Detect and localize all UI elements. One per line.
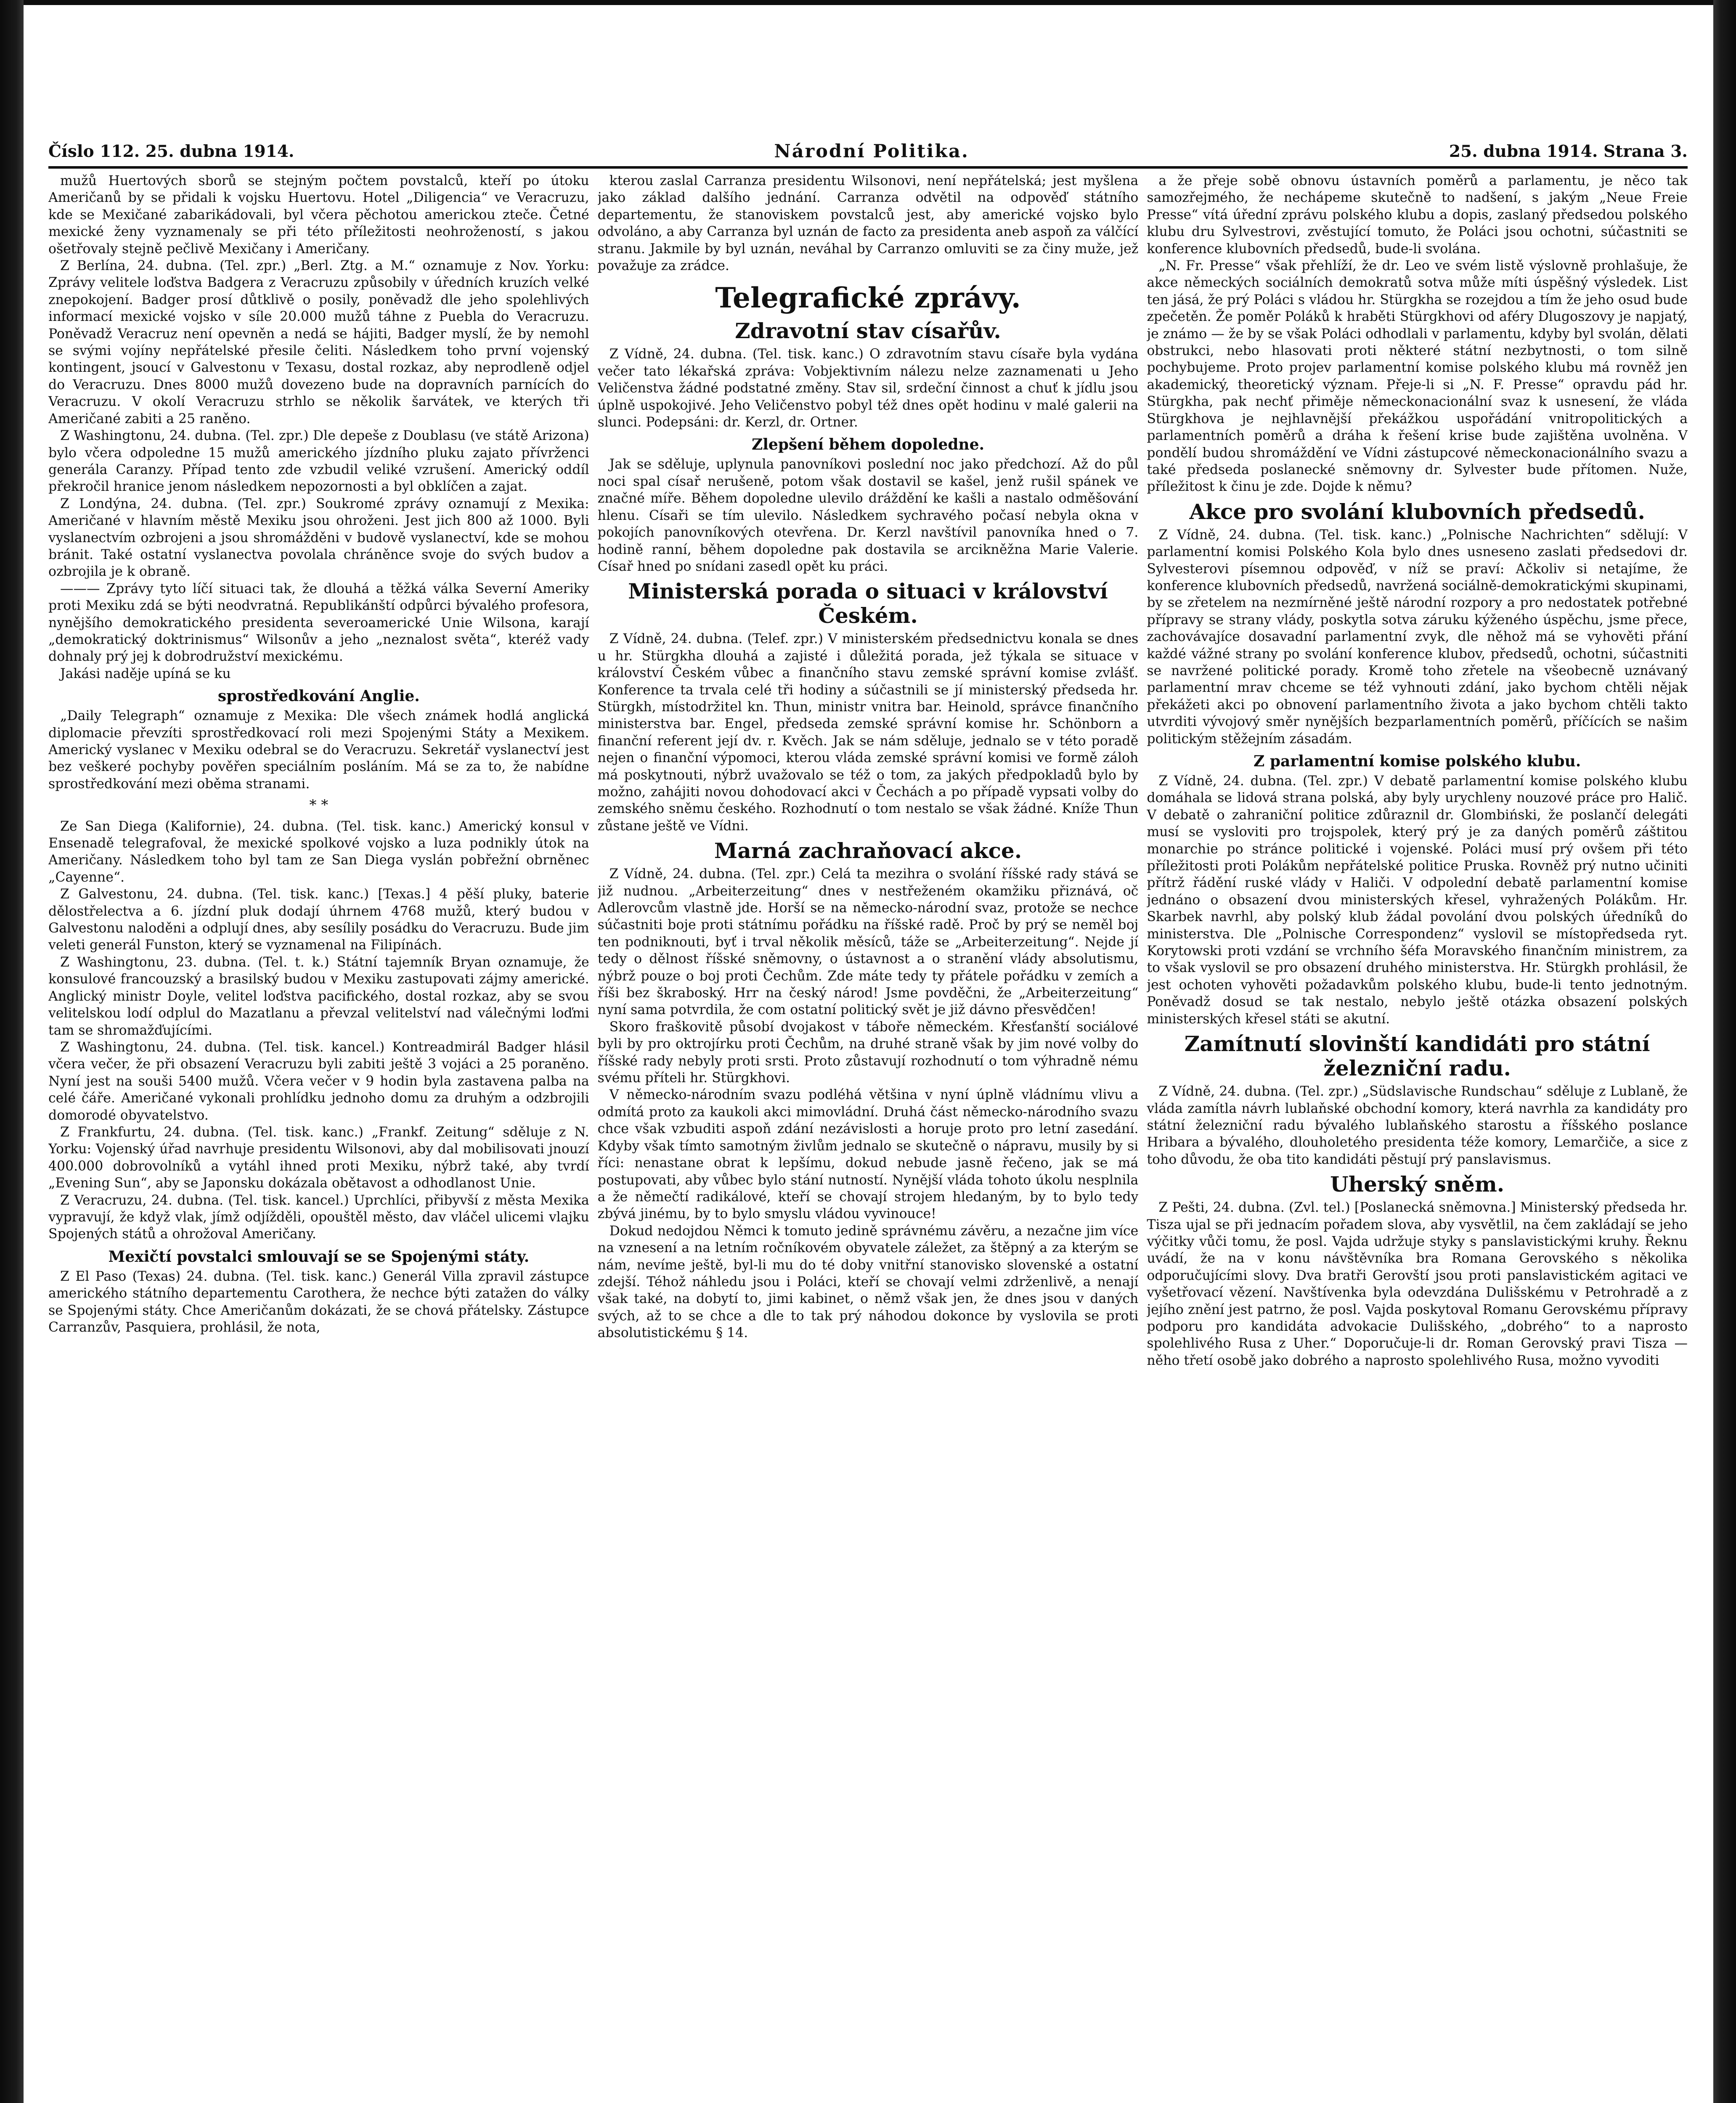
article-paragraph: a že přeje sobě obnovu ústavních poměrů a parlamentu, je něco tak samozřejmého, že nechápeme skutečně to nadšení, s jakým „Neue Freie Presse“ vítá úřední zprávu polského klubu a dopis, zaslaný předsedou polského klubu dru Sylvestrovi, zvěstující tomuto, že Poláci jsou ochotni, súčastniti se konference klubovních předsedů, bude-li svolána.	[1147, 173, 1688, 257]
article-paragraph: Z Vídně, 24. dubna. (Telef. zpr.) V ministerském předsednictvu konala se dnes u hr. Stürgkha dlouhá a zajisté i důležitá porada, jež týkala se situace v království Českém vůbec a finančního stavu zemské správní komise zvlášť. Konference ta trvala celé tři hodiny a súčastnili se jí ministerský předseda hr. Stürgkh, místodržitel kn. Thun, ministr vnitra bar. Heinold, správce finančního ministerstva bar. Engel, předseda zemské správní komise hr. Schönborn a finanční referent její dv. r. Kvěch. Jak se nám sděluje, jednalo se v této poradě nejen o finanční výpomoci, kterou vláda zemské správní komisi ve formě záloh má poskytnouti, nýbrž uvažovalo se též o tom, za jakých předpokladů bylo by možno, zahájiti novou dohodovací akci v Čechách a po případě vypsati volby do zemského sněmu českého. Rozhodnutí o tom nestalo se však žádné. Kníže Thun zůstane ještě ve Vídni.	[597, 631, 1139, 834]
article-paragraph: Z Pešti, 24. dubna. (Zvl. tel.) [Poslanecká sněmovna.] Ministerský předseda hr. Tisza ujal se při jednacím pořadem slova, aby vysvětlil, na čem zakládají se jeho výčitky vůči tomu, že posl. Vajda udržuje styky s panslavistickými kruhy. Řeknu uvádí, že na v konu návštěvníka bra Romana Gerovského s několika odporučujícími slovy. Dva bratři Gerovští jsou proti panslavistickém agitaci ve vyšetřovací vězení. Navštívenka byla odevzdána Dulišskému v Petrohradě a z jejího znění jest patrno, že posl. Vajda poskytoval Romanu Gerovskému přípravy podporu pro kandidáta advokacie Dulišského, „dobrého“ to a naprosto spolehlivého Rusa z Uher.“ Doporučuje-li dr. Roman Gerovský pravi Tisza — něho třetí osobě jako dobrého a naprosto spolehlivého Rusa, možno vyvoditi	[1147, 1200, 1688, 1368]
article-paragraph: Skoro fraškovitě působí dvojakost v táboře německém. Křesťanští sociálové byli by pro oktrojírku proti Čechům, na druhé straně však by jim nové volby do říšské rady nebyly proti srsti. Proto zůstavují rozhodnutí o tom výhradně nému svému příteli hr. Stürgkhovi.	[597, 1019, 1139, 1086]
article-subheadline: Z parlamentní komise polského klubu.	[1254, 752, 1581, 770]
article-paragraph: Z Washingtonu, 24. dubna. (Tel. zpr.) Dle depeše z Doublasu (ve státě Arizona) bylo včera odpoledne 15 mužů amerického jízdního pluku zajato přívrženci generála Caranzy. Případ tento zde vzbudil veliké vzrušení. Americký oddíl překročil hranice jenom následkem nepozornosti a byl obklíčen a zajat.	[48, 428, 589, 495]
article-headline: Akce pro svolání klubovních předsedů.	[1189, 499, 1645, 524]
header-rule	[48, 166, 1688, 169]
article-subheadline: sprostředkování Anglie.	[217, 687, 420, 705]
header-page-number: 25. dubna 1914. Strana 3.	[1449, 142, 1688, 161]
article-paragraph: Ze San Diega (Kalifornie), 24. dubna. (Tel. tisk. kanc.) Americký konsul v Ensenadě telegrafoval, že mexické spolkové vojsko a luza podnikly útok na Američany. Následkem toho byl tam ze San Diega vyslán pobřežní obrněnec „Cayenne“.	[48, 818, 589, 885]
scan-edge-left	[0, 0, 24, 2103]
article-paragraph: Z Berlína, 24. dubna. (Tel. zpr.) „Berl. Ztg. a M.“ oznamuje z Nov. Yorku: Zprávy velitele loďstva Badgera z Veracruzu způsobily v úředních kruzích velké znepokojení. Badger prosí důtklivě o posily, poněvadž dle jeho spolehlivých informací mexické vojsko v síle 20.000 mužů táhne z Puebla do Veracruzu. Poněvadž Veracruz není opevněn a nedá se hájiti, Badger myslí, že by nemohl se svými vojíny nepřátelské přesile čeliti. Následkem toho první vojenský kontingent, jsoucí v Galvestonu v Texasu, dostal rozkaz, aby neprodleně odjel do Veracruzu. Dnes 8000 mužů dovezeno bude na dopravních parnících do Veracruzu. V okolí Veracruzu strhlo se několik šarvátek, ve kterých tři Američané zabiti a 25 raněno.	[48, 258, 589, 426]
article-paragraph: mužů Huertových sborů se stejným počtem povstalců, kteří po útoku Američanů by se přidali k vojsku Huertovu. Hotel „Diligencia“ ve Veracruzu, kde se Mexičané zabarikádovali, byl včera pěchotou americkou zteče. Četné mexické ženy vyznamenaly se při této příležitosti neohrožeností, s jakou ošetřovaly stejně pečlivě Mexičany i Američany.	[48, 173, 589, 257]
article-headline: Ministerská porada o situaci v království Českém.	[628, 579, 1108, 628]
article-paragraph: kterou zaslal Carranza presidentu Wilsonovi, není nepřátelská; jest myšlena jako základ dalšího jednání. Carranza odvětil na odpověď státního departementu, že stanoviskem povstalců jest, aby americké vojsko bylo odvoláno, a aby Carranza byl uznán de facto za presidenta aneb aspoň za válčící stranu. Jakmile by byl uznán, neváhal by Carranzo omluviti se za činy muže, jež považuje za zrádce.	[597, 173, 1139, 274]
article-paragraph: Z Vídně, 24. dubna. (Tel. tisk. kanc.) O zdravotním stavu císaře byla vydána večer tato lékařská zpráva: Vobjektivním nálezu nelze zaznamenati u Jeho Veličenstva žádné podstatné změny. Stav sil, srdeční činnost a chuť k jídlu jsou úplně uspokojivé. Jeho Veličenstvo pobyl též dnes opět hodinu v malé galerii na slunci. Podepsáni: dr. Kerzl, dr. Ortner.	[597, 347, 1139, 430]
article-paragraph: Z Londýna, 24. dubna. (Tel. zpr.) Soukromé zprávy oznamují z Mexika: Američané v hlavním městě Mexiku jsou ohroženi. Jest jich 800 až 1000. Byli vyslanectvím ozbrojeni a jsou shromážděni v budově vyslanectví, kde se mohou bránit. Také ostatní vyslanectva povolala chráněnce svoje do svých budov a ozbrojila je k obraně.	[48, 496, 589, 580]
header-issue-date: Číslo 112. 25. dubna 1914.	[48, 142, 294, 161]
article-paragraph: „N. Fr. Presse“ však přehlíží, že dr. Leo ve svém listě výslovně prohlašuje, že akce německých sociálních demokratů sotva může míti úspěšný výsledek. List ten jásá, že prý Poláci s vládou hr. Stürgkha se rozejdou a tím že jeho osud bude zpečetěn. Že poměr Poláků k hraběti Stürgkhovi od aféry Dlugoszovy je napjatý, je známo — že by se však Poláci odhodlali v parlamentu, kdyby byl svolán, dělati obstrukci, nebo hlasovati proti některé státní nezbytnosti, o tom silně pochybujeme. Proto projev parlamentní komise polského klubu má rovněž jen akademický, theoretický význam. Přeje-li si „N. F. Presse“ opravdu pád hr. Stürgkha, pak nechť přiměje německonacionální svaz k usnesení, že vláda Stürgkhova je nejhlavnější překážkou uspořádání vnitropolitických a parlamentních poměrů a dráha k řešení krise bude zajištěna uvolněna. V pondělí budou shromáždění ve Vídni zástupcové německonacionálního svazu a také předseda poslanecké sněmovny dr. Sylvester bude přítomen. Nuže, příležitost k činu je zde. Dojde k němu?	[1147, 258, 1688, 495]
column-2	[598, 172, 1139, 2103]
article-paragraph: Z Veracruzu, 24. dubna. (Tel. tisk. kancel.) Uprchlíci, přibyvší z města Mexika vypravují, že když vlak, jímž odjížděli, opouštěl město, dav vláčel ulicemi vlajku Spojených států a ohrožoval Američany.	[48, 1192, 589, 1242]
article-paragraph: Z Galvestonu, 24. dubna. (Tel. tisk. kanc.) [Texas.] 4 pěší pluky, baterie dělostřelectva a 6. jízdní pluk dodají úhrnem 4768 mužů, který budou v Galvestonu naloděni a odplují dnes, aby sesílily posádku do Veracruzu. Bude jim veleti generál Funston, který se vyznamenal na Filipínách.	[48, 887, 589, 953]
masthead-title: Národní Politika.	[774, 141, 969, 162]
article-paragraph: Z El Paso (Texas) 24. dubna. (Tel. tisk. kanc.) Generál Villa zpravil zástupce amerického státního departementu Carothera, že nechce býti zatažen do války se Spojenými státy. Chce Američanům dokázati, že se chová přátelsky. Zástupce Carranzův, Pasquiera, prohlásil, že nota,	[48, 1269, 589, 1335]
article-paragraph: Z Washingtonu, 24. dubna. (Tel. tisk. kancel.) Kontreadmirál Badger hlásil včera večer, že při obsazení Veracruzu byli zabiti ještě 3 vojáci a 25 poraněno. Nyní jest na souši 5400 mužů. Včera večer v 9 hodin byla zastavena palba na celé čáře. Američané vykonali prohlídku jednoho domu za druhým a odzbrojili domorodé obyvatelstvo.	[48, 1039, 589, 1123]
article-paragraph: Z Vídně, 24. dubna. (Tel. zpr.) V debatě parlamentní komise polského klubu domáhala se lidová strana polská, aby byly urychleny nouzové práce pro Halič. V debatě o zahraniční politice zdůraznil dr. Glombiński, že poslančí delegáti musí se vysloviti pro trojspolek, který prý je za daných poměrů záštitou monarchie po stránce politické i vojenské. Poláci musí prý ovšem při této příležitosti proti Polákům nepřátelské politice Pruska. Rovněž prý nutno učiniti přítrž řádění ruské vlády v Haliči. V odpolední debatě parlamentní komise jednáno o obsazení dvou ministerských křesel, vyhražených Polákům. Hr. Skarbek navrhl, aby polský klub žádal povolání dvou polských úředníků do ministerstva. Dle „Polnische Correspondenz“ vyslovil se místopředseda ryt. Korytowski proti vzdání se vrchního šéfa Moravského finančním ministrem, za to však vyslovil se pro obsazení druhého ministerstva. Hr. Stürgkh prohlásil, že jest ochoten vyhověti požadavkům polského klubu, bude-li tento jednotným. Poněvadž dosud se tak nestalo, nebylo ještě otázka obsazení polských ministerských křesel státi se akutní.	[1147, 773, 1688, 1027]
article-subheadline: Mexičtí povstalci smlouvají se se Spojenými státy.	[108, 1247, 530, 1266]
section-separator: * *	[309, 797, 329, 814]
article-paragraph: Z Vídně, 24. dubna. (Tel. zpr.) Celá ta mezihra o svolání říšské rady stává se již nudnou. „Arbeiterzeitung“ dnes v nestřeženém okamžiku přiznává, oč Adlerovcům vlastně jde. Horší se na německo-národní svaz, protože se nechce súčastniti boje proti státnímu pořádku na říšské radě. Proč by prý se neměl boj ten podniknouti, byť i trval několik měsíců, táže se „Arbeiterzeitung“. Nejde jí tedy o dělnost říšské sněmovny, o ústavnost a o stranění vlády absolutismu, nýbrž pouze o boj proti Čechům. Zde máte tedy ty přátele pořádku v zemích a říši bez škraboský. Hrr na český národ! Jsme povděčni, že „Arbeiterzeitung“ nyní sama potvrdila, že com ostatní politický svět je již dávno přesvědčen!	[597, 866, 1139, 1018]
article-subheadline: Zlepšení během dopoledne.	[751, 436, 985, 454]
article-paragraph: Z Washingtonu, 23. dubna. (Tel. t. k.) Státní tajemník Bryan oznamuje, že konsulové francouzský a brasilský budou v Mexiku zastupovati zájmy americké. Anglický ministr Doyle, velitel loďstva pacifického, dostal rozkaz, aby se svou velitelskou lodí odplul do Mazatlanu a převzal velitelství nad válečnými loďmi tam se shromažďujícími.	[48, 954, 589, 1038]
section-heading: Telegrafické zprávy.	[715, 281, 1021, 315]
article-headline: Uherský sněm.	[1330, 1172, 1505, 1197]
scan-edge-top	[0, 0, 1736, 5]
article-paragraph: V německo-národním svazu podléhá většina v nyní úplně vládnímu vlivu a odmítá proto za kaukoli akci mimovládní. Druhá část německo-národního svazu chce však vzbuditi aspoň zdání nezávislosti a horuje proto pro letní zasedání. Kdyby však tímto samotným živlům jednalo se skutečně o nápravu, musily by si říci: nenastane obrat k lepšímu, dokud nebude jasně řečeno, jak se má postupovati, aby vůbec bylo stání nutností. Nynější vláda tohoto úkolu nesplnila a že němečtí radikálové, kteří se chovají strojem hledaným, by to bylo tedy zbývá jinému, by to bylo smyslu vládou vyvinouce!	[597, 1087, 1139, 1222]
article-headline: Zamítnutí slovinští kandidáti pro státní železniční radu.	[1184, 1031, 1650, 1081]
article-columns	[48, 172, 1688, 2103]
article-headline: Marná zachraňovací akce.	[714, 838, 1022, 863]
page-header	[48, 137, 1688, 166]
column-1	[48, 172, 589, 2103]
article-paragraph: Z Vídně, 24. dubna. (Tel. tisk. kanc.) „Polnische Nachrichten“ sdělují: V parlamentní komisi Polského Kola bylo dnes usneseno zaslati předsedovi dr. Sylvesterovi písemnou odpověď, v níž se praví: Ačkoliv si netajíme, že konference klubovních předsedů, navržená sociálně-demokratickými skupinami, by se zřetelem na nezmírněné ještě národní rozpory a pro nedostatek potřebné přípravy se strany vlády, poskytla sotva záruku kýženého úspěchu, jsme přece, zachovávajíce dosavadní parlamentní zvyk, dle něhož má se vyhověti přání každé vážné strany po svolání konference klubov, předsedů, ochotni, súčastniti se navržené politické porady. Kromě toho zřetele na všeobecně uznávaný parlamentní mrav chceme se též vyhnouti zdání, jako bychom chtěli nějak překážeti akci po obnovení parlamentního života a jako bychom chtěli takto utvrditi vývojový směr nynějších bezparlamentních poměrů, příčících se našim politickým stěžejním zásadám.	[1147, 527, 1688, 747]
article-paragraph: Z Vídně, 24. dubna. (Tel. zpr.) „Südslavische Rundschau“ sděluje z Lublaně, že vláda zamítla návrh lublaňské obchodní komory, která navrhla za kandidáty pro státní železniční radu bývalého lublaňského starostu a říšského poslance Hribara a bývalého, dlouholetého presidenta téže komory, Lemarčiče, a sice z toho důvodu, že oba tito kandidáti pěstují prý panslavismus.	[1147, 1084, 1688, 1167]
article-paragraph: Dokud nedojdou Němci k tomuto jedině správnému závěru, a nezačne jim více na vznesení a na letním ročníkovém obyvatele záležet, za štěpný a za kterým se nám, nevíme ještě, byl-li mu do té doby vnitřní stanovisko slovenské a ostatní zdejší. Téhož náhledu jsou i Poláci, kteří se chovají velmi zdrženlivě, a nenají však také, na dobytí to, jimi kabinet, o němž však jen, že dnes jsou v daných svých, až to se chce a dle to tak prý náhodou dokonce by vyslovila se proti absolutistickému § 14.	[597, 1223, 1139, 1341]
article-headline: Zdravotní stav císařův.	[735, 318, 1001, 344]
article-paragraph: Jak se sděluje, uplynula panovníkovi poslední noc jako předchozí. Až do půl noci spal císař nerušeně, potom však dostavil se kašel, jenž rušil spánek ve značné míře. Během dopoledne ulevilo dráždění ke kašli a nastalo odměšování hlenu. Císaři se tím ulevilo. Následkem sychravého počasí nebyla okna v pokojích panovníkových otevřena. Dr. Kerzl navštívil panovníka hned o 7. hodině ranní, během dopoledne pak dostavila se arcikněžna Marie Valerie. Císař hned po snídani zasedl opět ku práci.	[597, 457, 1139, 574]
article-paragraph: Z Frankfurtu, 24. dubna. (Tel. tisk. kanc.) „Frankf. Zeitung“ sděluje z N. Yorku: Vojenský úřad navrhuje presidentu Wilsonovi, aby dal mobilisovati jnouzí 400.000 dobrovolníků a vytáhl ihned proti Mexiku, nýbrž také, aby tvrdí „Evening Sun“, aby se Japonsku dokázala obětavost a odhodlanost Unie.	[48, 1124, 589, 1191]
article-paragraph: ——— Zprávy tyto líčí situaci tak, že dlouhá a těžká válka Severní Ameriky proti Mexiku zdá se býti neodvratná. Republikánští odpůrci bývalého profesora, nynějšího demokratického presidenta severoamerické Unie Wilsona, karají „demokratický doktrinismus“ Wilsonův a jeho „neznalost světa“, kteréž vady dohnaly prý jej k dobrodružství mexickému.	[48, 581, 589, 665]
column-3	[1147, 172, 1688, 2103]
article-paragraph: „Daily Telegraph“ oznamuje z Mexika: Dle všech známek hodlá anglická diplomacie převzíti sprostředkovací roli mezi Spojenými Státy a Mexikem. Americký vyslanec v Mexiku odebral se do Veracruzu. Sekretář vyslanectví jest bez veškeré pochyby pověřen speciálním posláním. Má se za to, že nabídne sprostředkování mezi oběma stranami.	[48, 708, 589, 792]
article-paragraph: Jakási naděje upíná se ku	[60, 666, 231, 681]
scan-edge-right	[1713, 0, 1736, 2103]
